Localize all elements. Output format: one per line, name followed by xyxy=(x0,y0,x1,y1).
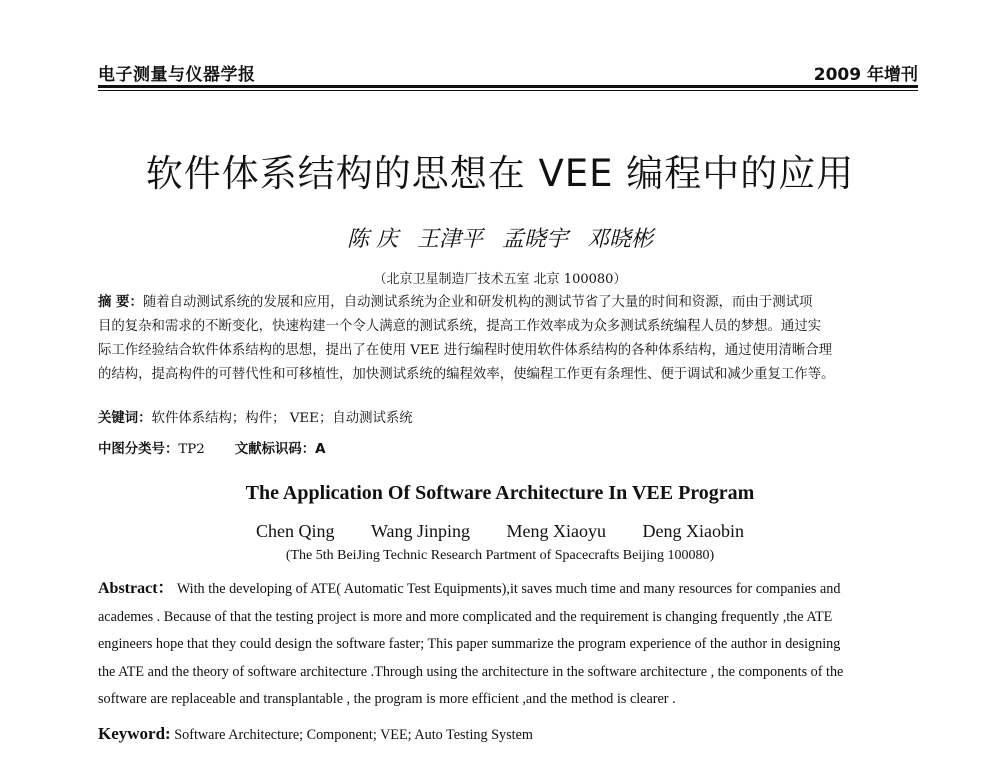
author-cn: 邓晓彬 xyxy=(587,227,654,252)
abstract-line: With the developing of ATE( Automatic Test Equipments),it saves much time and many resources for companies and xyxy=(176,581,841,597)
author-cn: 陈 庆 xyxy=(346,227,398,252)
class-label: 中图分类号： xyxy=(98,442,179,457)
chinese-keywords xyxy=(98,407,413,426)
classification-line xyxy=(98,438,326,457)
keywords-label-en: Keyword: xyxy=(98,724,171,743)
author-cn: 孟晓宇 xyxy=(501,227,568,252)
abstract-line: the ATE and the theory of software architecture .Through using the architecture in the software architecture , the components of the xyxy=(98,663,844,680)
abstract-line: 随着自动测试系统的发展和应用，自动测试系统为企业和研发机构的测试节省了大量的时间和资源，而由于测试项 xyxy=(142,295,813,310)
author-en: Chen Qing xyxy=(255,521,335,541)
abstract-line: academes . Because of that the testing project is more and more complicated and the requirement is changing frequently ,the ATE xyxy=(98,608,833,625)
chinese-title: 软件体系结构的思想在 VEE 编程中的应用 xyxy=(145,152,855,195)
abstract-line: 的结构，提高构件的可替代性和可移植性，加快测试系统的编程效率，使编程工作更有条理性、便于调试和减少重复工作等。 xyxy=(98,367,835,382)
author-en: Meng Xiaoyu xyxy=(506,521,607,541)
english-title: The Application Of Software Architecture In VEE Program xyxy=(245,482,755,504)
keywords-label-cn: 关键词： xyxy=(98,411,152,426)
header-rule-thin xyxy=(98,90,918,91)
author-cn: 王津平 xyxy=(416,227,483,252)
abstract-label-en: Abstract： xyxy=(98,580,174,597)
english-keywords xyxy=(98,724,533,744)
keywords-value-en: Software Architecture; Component; VEE; Auto Testing System xyxy=(174,727,533,743)
keywords-value-cn: 软件体系结构；构件； VEE；自动测试系统 xyxy=(151,411,413,426)
chinese-abstract xyxy=(98,291,918,387)
abstract-line: 际工作经验结合软件体系结构的思想，提出了在使用 VEE 进行编程时使用软件体系结构的各种体系结构，通过使用清晰合理 xyxy=(98,343,833,358)
abstract-line: 目的复杂和需求的不断变化，快速构建一个令人满意的测试系统，提高工作效率成为众多测试系统编程人员的梦想。通过实 xyxy=(98,319,822,334)
english-affiliation: (The 5th BeiJing Technic Research Partment of Spacecrafts Beijing 100080) xyxy=(285,548,715,563)
journal-name: 电子测量与仪器学报 xyxy=(98,65,256,85)
running-header xyxy=(98,60,918,88)
english-authors xyxy=(0,521,1000,542)
author-en: Wang Jinping xyxy=(370,521,471,541)
english-abstract xyxy=(98,575,922,714)
chinese-authors xyxy=(0,222,1000,253)
abstract-line: engineers hope that they could design the software faster; This paper summarize the program experience of the author in designing xyxy=(98,636,841,652)
class-value: TP2 xyxy=(178,442,205,457)
abstract-line: software are replaceable and transplantable , the program is more efficient ,and the method is clearer . xyxy=(98,691,676,707)
doc-code-label: 文献标识码： xyxy=(234,442,316,457)
chinese-affiliation: （北京卫星制造厂技术五室 北京 100080） xyxy=(373,272,627,287)
header-rule-thick xyxy=(98,85,918,88)
issue-label: 2009 年增刊 xyxy=(813,65,918,85)
author-en: Deng Xiaobin xyxy=(642,521,744,541)
abstract-label-cn: 摘 要： xyxy=(98,295,143,310)
doc-code-value: A xyxy=(315,442,326,457)
